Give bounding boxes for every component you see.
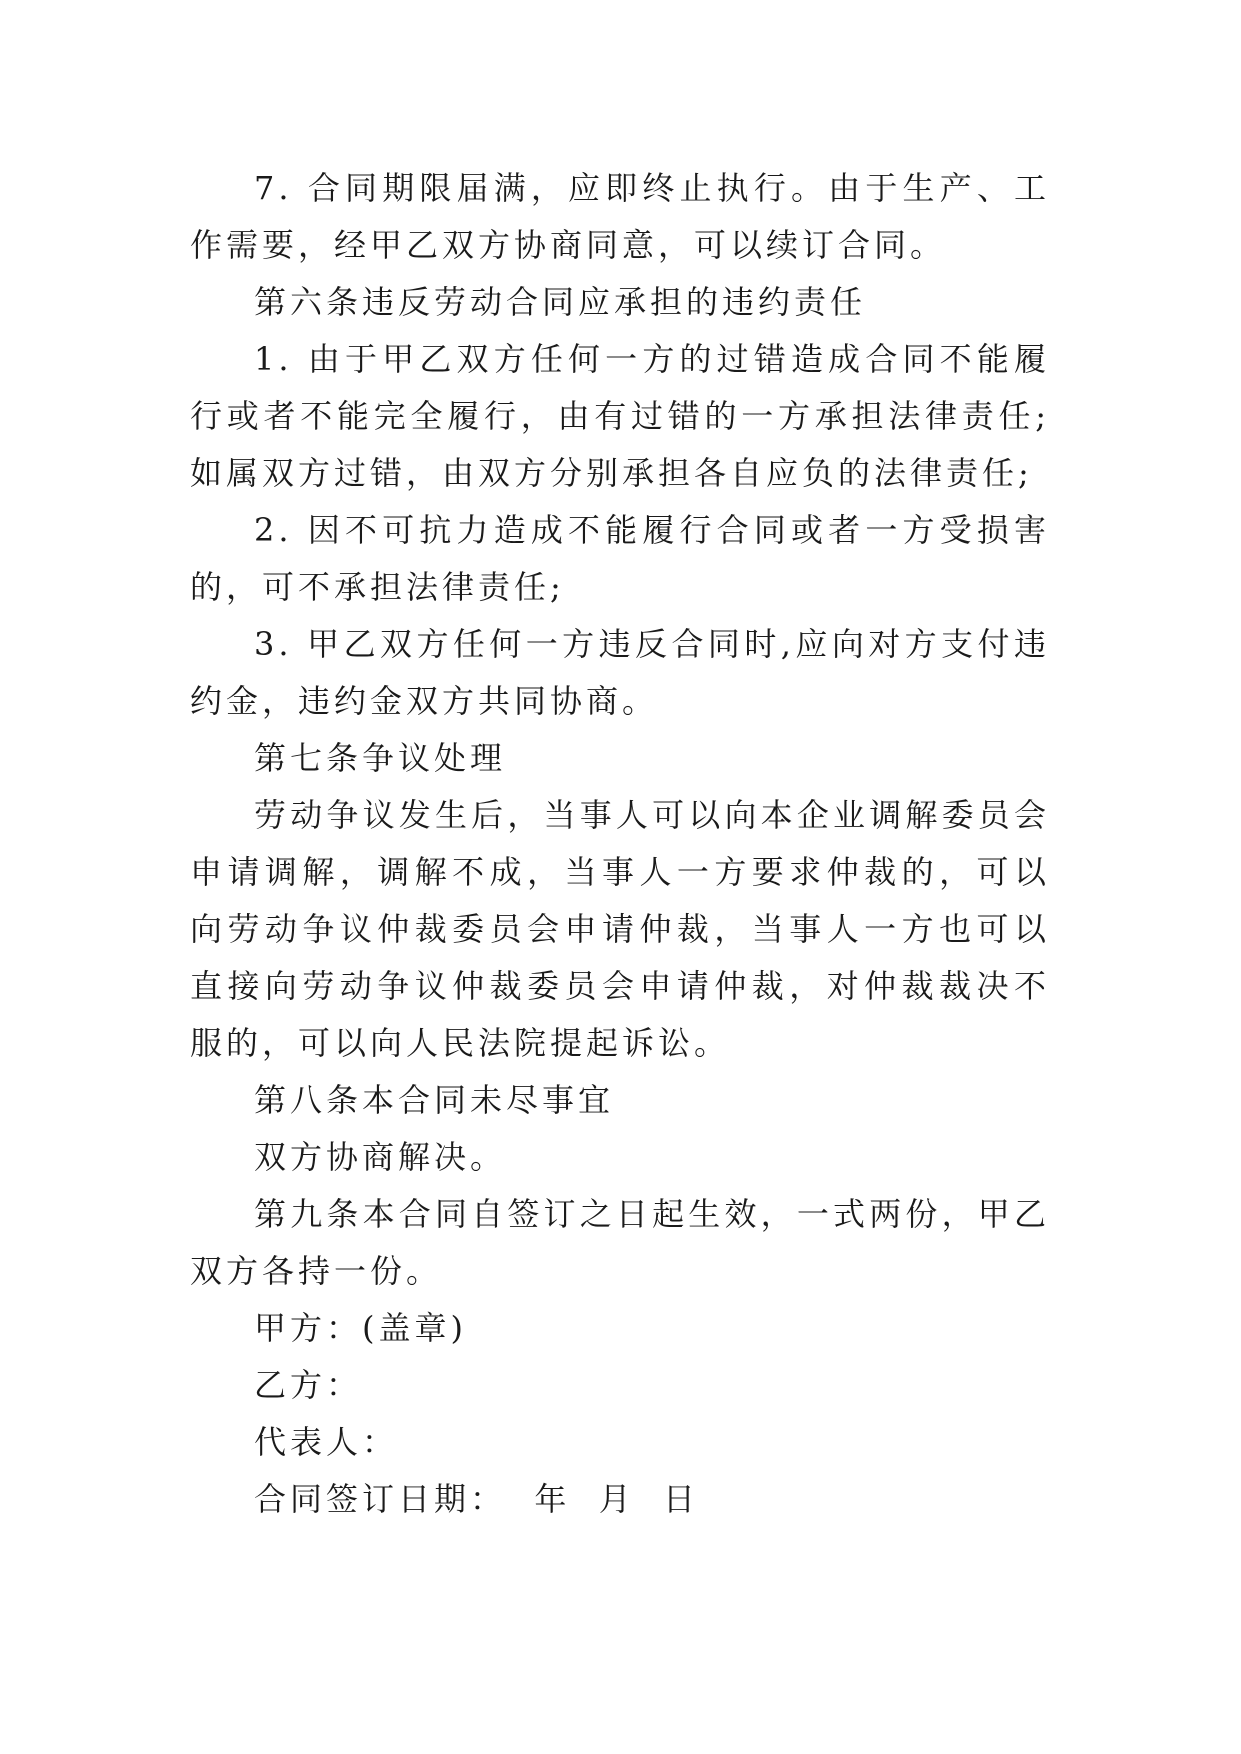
article-6-item-3: 3. 甲乙双方任何一方违反合同时,应向对方支付违约金，违约金双方共同协商。 xyxy=(190,625,1050,720)
article-7-heading: 第七条争议处理 xyxy=(254,739,507,777)
article-6-heading: 第六条违反劳动合同应承担的违约责任 xyxy=(254,283,867,321)
article-8-heading: 第八条本合同未尽事宜 xyxy=(254,1081,615,1119)
article-7-body: 劳动争议发生后，当事人可以向本企业调解委员会申请调解，调解不成，当事人一方要求仲裁的，可以向劳动争议仲裁委员会申请仲裁，当事人一方也可以直接向劳动争议仲裁委员会申请仲裁，对仲裁裁决不服的，可以向人民法院提起诉讼。 xyxy=(190,796,1050,1062)
party-a-signature: 甲方：(盖章) xyxy=(254,1309,467,1347)
article-6-item-2: 2. 因不可抗力造成不能履行合同或者一方受损害的，可不承担法律责任; xyxy=(190,511,1050,606)
article-9-body: 第九条本合同自签订之日起生效，一式两份，甲乙双方各持一份。 xyxy=(190,1195,1050,1290)
article-8-body: 双方协商解决。 xyxy=(254,1138,507,1176)
clause-item-7: 7. 合同期限届满，应即终止执行。由于生产、工作需要，经甲乙双方协商同意，可以续订合同。 xyxy=(190,169,1050,264)
article-6-item-1: 1. 由于甲乙双方任何一方的过错造成合同不能履行或者不能完全履行，由有过错的一方承担法律责任;如属双方过错，由双方分别承担各自应负的法律责任; xyxy=(190,340,1050,492)
contract-sign-date: 合同签订日期： 年 月 日 xyxy=(254,1480,700,1518)
representative-signature: 代表人： xyxy=(254,1423,399,1461)
document-body xyxy=(190,160,1050,1528)
party-b-signature: 乙方： xyxy=(254,1366,363,1404)
